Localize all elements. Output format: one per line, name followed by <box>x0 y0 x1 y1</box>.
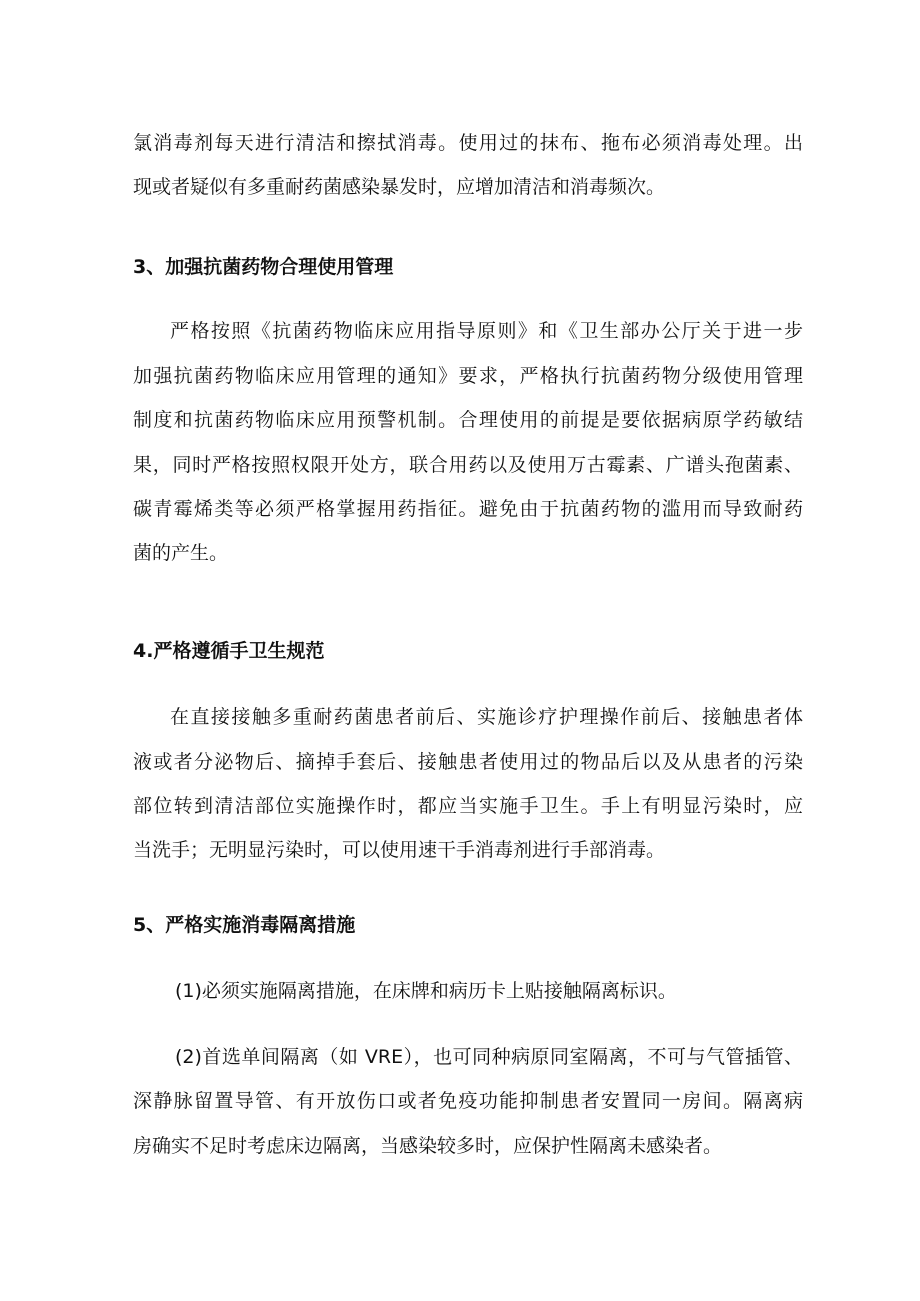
paragraph-line: 加强抗菌药物临床应用管理的通知》要求，严格执行抗菌药物分级使用管理 <box>133 365 803 387</box>
paragraph-line: (2)首选单间隔离（如 VRE），也可同种病原同室隔离，不可与气管插管、 <box>175 1046 803 1068</box>
paragraph-line: 制度和抗菌药物临床应用预警机制。合理使用的前提是要依据病原学药敏结 <box>133 409 803 431</box>
paragraph-line: 在直接接触多重耐药菌患者前后、实施诊疗护理操作前后、接触患者体 <box>170 706 803 728</box>
paragraph-line: 房确实不足时考虑床边隔离，当感染较多时，应保护性隔离未感染者。 <box>133 1135 723 1157</box>
section-heading: 5、严格实施消毒隔离措施 <box>133 914 356 936</box>
paragraph-line: 氯消毒剂每天进行清洁和擦拭消毒。使用过的抹布、拖布必须消毒处理。出 <box>133 132 803 154</box>
section-heading: 3、加强抗菌药物合理使用管理 <box>133 256 394 278</box>
paragraph-line: 当洗手；无明显污染时，可以使用速干手消毒剂进行手部消毒。 <box>133 839 666 861</box>
paragraph-line: 菌的产生。 <box>133 542 229 564</box>
paragraph-line: 深静脉留置导管、有开放伤口或者免疫功能抑制患者安置同一房间。隔离病 <box>133 1090 803 1112</box>
paragraph-line: 果，同时严格按照权限开处方，联合用药以及使用万古霉素、广谱头孢菌素、 <box>133 454 803 476</box>
paragraph-line: (1)必须实施隔离措施，在床牌和病历卡上贴接触隔离标识。 <box>175 980 677 1002</box>
paragraph-line: 碳青霉烯类等必须严格掌握用药指征。避免由于抗菌药物的滥用而导致耐药 <box>133 498 803 520</box>
section-heading: 4.严格遵循手卫生规范 <box>133 640 325 662</box>
paragraph-line: 现或者疑似有多重耐药菌感染暴发时，应增加清洁和消毒频次。 <box>133 176 666 198</box>
paragraph-line: 液或者分泌物后、摘掉手套后、接触患者使用过的物品后以及从患者的污染 <box>133 751 803 773</box>
paragraph-line: 严格按照《抗菌药物临床应用指导原则》和《卫生部办公厅关于进一步 <box>170 320 803 342</box>
paragraph-line: 部位转到清洁部位实施操作时，都应当实施手卫生。手上有明显污染时，应 <box>133 795 803 817</box>
